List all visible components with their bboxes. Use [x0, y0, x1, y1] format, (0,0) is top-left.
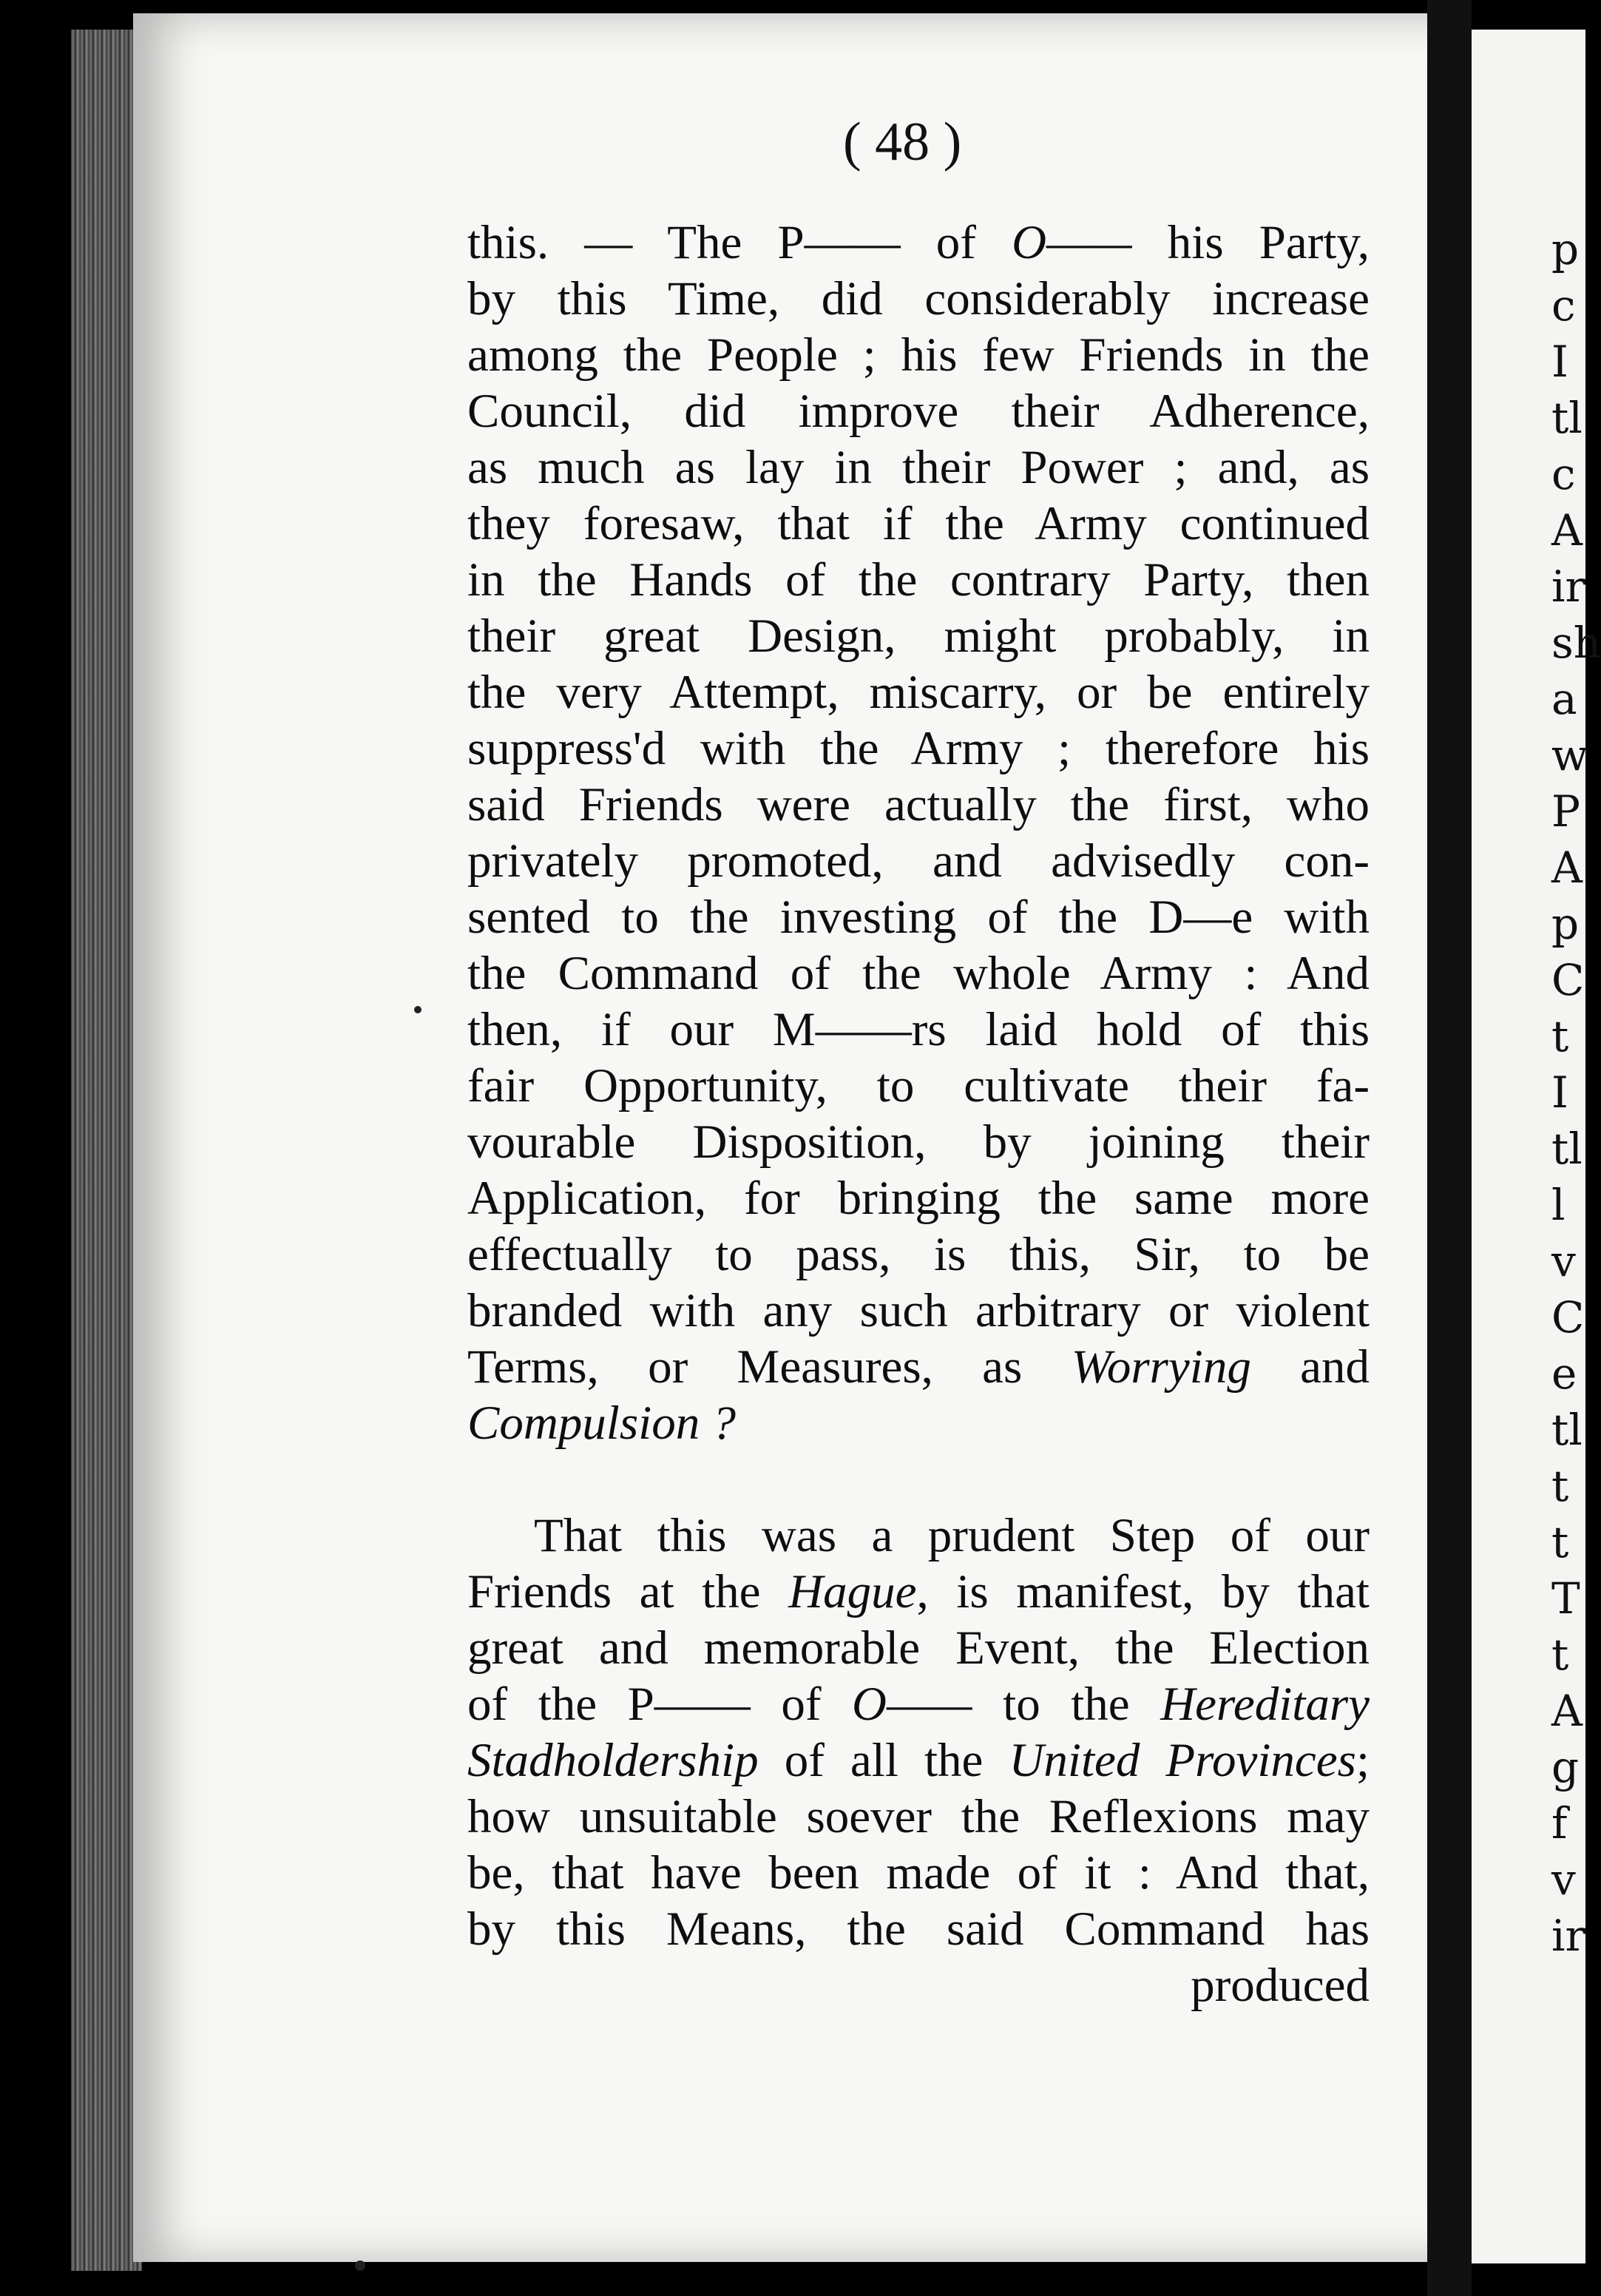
facing-page-fragment: c [1551, 280, 1576, 331]
facing-page-fragment: I [1551, 337, 1568, 387]
text-line: then, if our M——rs laid hold of this [467, 1003, 1370, 1056]
text-line: Council, did improve their Adherence, [467, 385, 1370, 438]
facing-page-fragment: l [1551, 1180, 1566, 1230]
body-text [467, 215, 1370, 2013]
facing-page-fragment: P [1551, 786, 1581, 837]
text-line: Friends at the Hague, is manifest, by that [467, 1565, 1370, 1618]
text-line: be, that have been made of it : And that, [467, 1846, 1370, 1900]
text-line: said Friends were actually the first, who [467, 778, 1370, 831]
text-line: by this Means, the said Command has [467, 1902, 1370, 1956]
text-line: sented to the investing of the D—e with [467, 891, 1370, 944]
facing-page-fragment: ir [1551, 561, 1586, 612]
ink-speck [414, 1006, 422, 1013]
catchword: produced [1191, 1959, 1370, 2012]
text-line: in the Hands of the contrary Party, then [467, 553, 1370, 607]
facing-page-fragment: tl [1551, 1405, 1583, 1455]
facing-page-fragment: t [1551, 1517, 1569, 1567]
text-line: Application, for bringing the same more [467, 1172, 1370, 1225]
facing-page-fragment: C [1551, 1292, 1585, 1343]
facing-page-fragment: g [1551, 1742, 1580, 1792]
page-number: ( 48 ) [843, 112, 962, 172]
facing-page-fragment: sh [1551, 618, 1601, 668]
text-line: their great Design, might probably, in [467, 610, 1370, 663]
text-line: effectually to pass, is this, Sir, to be [467, 1228, 1370, 1281]
text-line: among the People ; his few Friends in the [467, 328, 1370, 382]
text-line: the very Attempt, miscarry, or be entirely [467, 666, 1370, 719]
facing-page-fragment: c [1551, 449, 1576, 499]
facing-page [1472, 30, 1601, 2263]
text-line: how unsuitable soever the Reflexions may [467, 1790, 1370, 1843]
text-line: by this Time, did considerably increase [467, 272, 1370, 325]
facing-page-fragment: t [1551, 1461, 1569, 1511]
ink-speck [355, 2260, 365, 2271]
facing-page-fragment: t [1551, 1630, 1569, 1680]
page-gutter [1427, 0, 1472, 2296]
facing-page-fragment: p [1551, 899, 1580, 949]
facing-page-fragment: A [1551, 505, 1583, 556]
facing-page-fragment: t [1551, 1011, 1569, 1061]
text-line: Compulsion ? [467, 1397, 736, 1450]
text-line: they foresaw, that if the Army continued [467, 497, 1370, 550]
text-line: great and memorable Event, the Election [467, 1621, 1370, 1675]
facing-page-fragment: a [1551, 674, 1577, 724]
facing-page-fragment: C [1551, 955, 1585, 1005]
facing-page-fragment: ir [1551, 1911, 1586, 1961]
facing-page-fragment: A [1551, 1686, 1583, 1736]
page-edges [71, 30, 142, 2271]
facing-page-fragment: v [1551, 1236, 1576, 1286]
facing-page-fragment: e [1551, 1348, 1577, 1399]
text-line: vourable Disposition, by joining their [467, 1115, 1370, 1169]
text-line: fair Opportunity, to cultivate their fa- [467, 1059, 1370, 1112]
facing-page-fragment: v [1551, 1854, 1576, 1905]
facing-page-fragment: w [1551, 730, 1588, 780]
paragraph-gap [467, 1451, 1370, 1507]
facing-page-fragment: p [1551, 224, 1580, 274]
facing-page-fragment: f [1551, 1798, 1568, 1848]
text-line: suppress'd with the Army ; therefore his [467, 722, 1370, 775]
facing-page-fragment: tl [1551, 1124, 1583, 1174]
text-line: Terms, or Measures, as Worrying and [467, 1340, 1370, 1394]
facing-page-fragment: T [1551, 1573, 1580, 1624]
text-line: this. — The P—— of O—— his Party, [467, 216, 1370, 269]
text-line: That this was a prudent Step of our [534, 1509, 1370, 1562]
facing-page-fragment: A [1551, 843, 1583, 893]
facing-page-fragment: I [1551, 1067, 1568, 1118]
text-line: privately promoted, and advisedly con- [467, 834, 1370, 888]
facing-page-fragment: tl [1551, 393, 1583, 443]
text-line: as much as lay in their Power ; and, as [467, 441, 1370, 494]
text-line: branded with any such arbitrary or violent [467, 1284, 1370, 1337]
text-line: the Command of the whole Army : And [467, 947, 1370, 1000]
text-line: of the P—— of O—— to the Hereditary [467, 1678, 1370, 1731]
text-line: Stadholdership of all the United Provinces; [467, 1734, 1370, 1787]
